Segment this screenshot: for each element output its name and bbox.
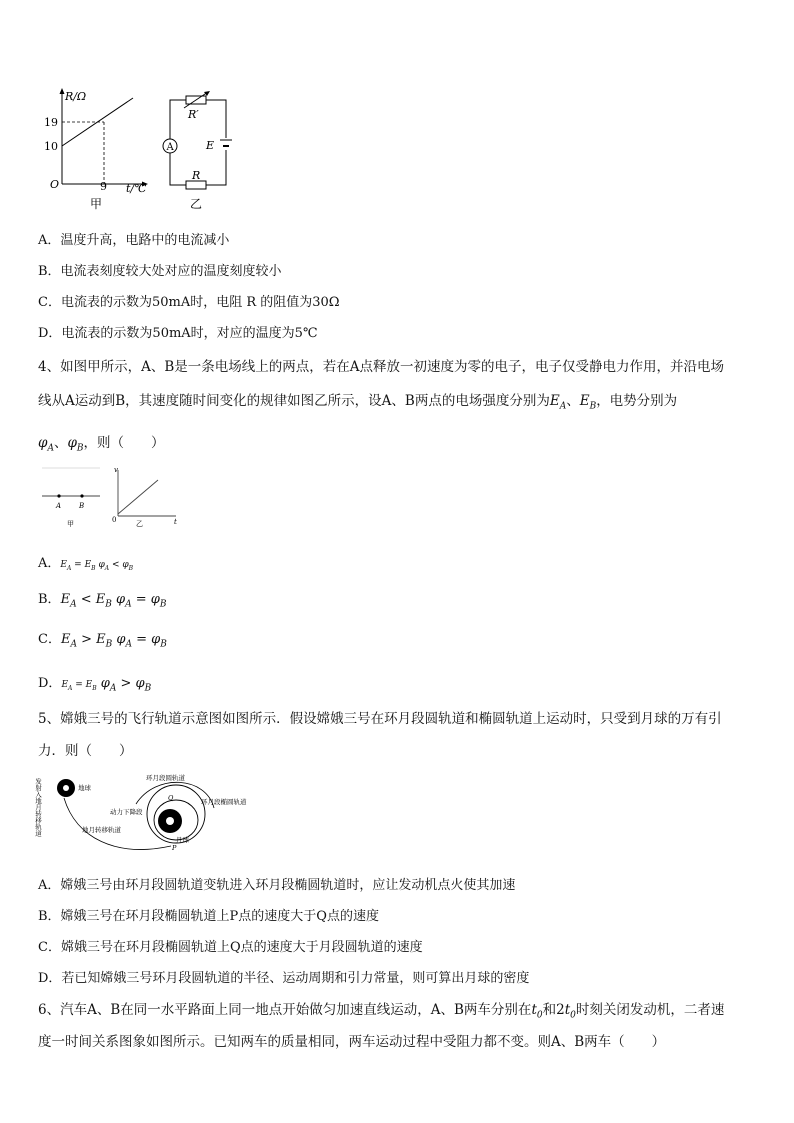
q5-stem-line2: 力．则（ ） xyxy=(38,743,133,759)
q4-field-line-figure xyxy=(40,462,102,532)
moon-label: 月球 xyxy=(176,836,189,844)
rheostat-label: R′ xyxy=(188,108,199,121)
q6-stem-line2: 度一时间关系图象如图所示。已知两车的质量相同，两车运动过程中受阻力都不变。则A、B两车（ ） xyxy=(38,1034,666,1050)
q4-stem-line1: 4、如图甲所示，A、B是一条电场线上的两点，若在A点释放一初速度为零的电子，电子仅受静电力作用，并沿电场 xyxy=(38,359,725,375)
q3-option-d: D．电流表的示数为50mA时，对应的温度为5℃ xyxy=(38,326,318,341)
descent-label: 动力下降段 xyxy=(110,808,143,816)
q5-option-a: A．嫦娥三号由环月段圆轨道变轨进入环月段椭圆轨道时，应让发动机点火使其加速 xyxy=(38,878,516,893)
orbit-diagram xyxy=(36,768,276,868)
r-axis-label: R/Ω xyxy=(65,90,87,103)
q5-option-c: C．嫦娥三号在环月段椭圆轨道上Q点的速度大于月段圆轨道的速度 xyxy=(38,940,423,955)
point-b-label: B xyxy=(79,502,85,510)
point-p-label: P xyxy=(172,844,177,852)
v-axis-label: v xyxy=(114,466,118,474)
q3-option-c: C．电流表的示数为50mA时，电阻 R 的阻值为30Ω xyxy=(38,295,340,310)
r-t-graph xyxy=(40,86,150,216)
earth-label: 地球 xyxy=(78,784,91,792)
q5-option-b: B．嫦娥三号在环月段椭圆轨道上P点的速度大于Q点的速度 xyxy=(38,909,379,924)
emf-label: E xyxy=(206,139,215,152)
q4-option-b: B．$E_A < E_B$ $\varphi_A = \varphi_B$ xyxy=(38,592,167,610)
q3-option-a: A．温度升高，电路中的电流减小 xyxy=(38,233,230,248)
ammeter-label: A xyxy=(166,142,174,153)
y-tick-19: 19 xyxy=(44,116,58,129)
point-q-label: Q xyxy=(168,794,174,802)
t-axis-label-q4: t xyxy=(174,518,177,526)
figure-label-jia: 甲 xyxy=(90,197,103,211)
q4-option-d: D．$E_A = E_B$ $\varphi_A > \varphi_B$ xyxy=(38,676,152,694)
point-a-label: A xyxy=(56,502,62,510)
transfer-orbit-label: 地月转移轨道 xyxy=(82,826,121,834)
figure-label-yi-q4: 乙 xyxy=(136,520,143,528)
launch-label: 发射入地月转移轨道 xyxy=(34,778,42,837)
q6-stem-line1: 6、汽车A、B在同一水平路面上同一地点开始做匀加速直线运动，A、B两车分别在$t_0$和$2t_0$时刻关闭发动机，二者速 xyxy=(38,1002,725,1021)
q4-stem-line3: $\varphi_A$、$\varphi_B$，则（ ） xyxy=(38,435,165,454)
q4-velocity-time-graph xyxy=(110,462,182,532)
t-axis-label: t/℃ xyxy=(126,182,147,195)
resistor-symbol xyxy=(186,181,206,189)
circuit-diagram xyxy=(158,86,238,216)
q4-option-c: C．$E_A > E_B$ $\varphi_A = \varphi_B$ xyxy=(38,632,167,650)
q5-option-d: D．若已知嫦娥三号环月段圆轨道的半径、运动周期和引力常量，则可算出月球的密度 xyxy=(38,971,530,986)
figure-label-yi: 乙 xyxy=(190,197,203,211)
x-tick-9: 9 xyxy=(100,180,107,193)
q4-option-a: A．$E_A = E_B$ $\varphi_A < \varphi_B$ xyxy=(38,556,134,572)
q5-stem-line1: 5、嫦娥三号的飞行轨道示意图如图所示．假设嫦娥三号在环月段圆轨道和椭圆轨道上运动时，只受到月球的万有引 xyxy=(38,711,722,727)
resistor-label: R xyxy=(192,169,201,182)
elliptical-orbit-label: 环月段椭圆轨道 xyxy=(201,798,247,806)
circular-orbit-label: 环月段圆轨道 xyxy=(146,774,185,782)
figure-label-jia-q4: 甲 xyxy=(67,520,74,528)
origin-zero: 0 xyxy=(112,516,117,524)
q3-option-b: B．电流表刻度较大处对应的温度刻度较小 xyxy=(38,264,282,279)
origin-label: O xyxy=(50,178,60,191)
q4-stem-line2: 线从A运动到B，其速度随时间变化的规律如图乙所示，设A、B两点的电场强度分别为$E_A$、$E_B$，电势分别为 xyxy=(38,393,678,412)
y-tick-10: 10 xyxy=(44,140,58,153)
